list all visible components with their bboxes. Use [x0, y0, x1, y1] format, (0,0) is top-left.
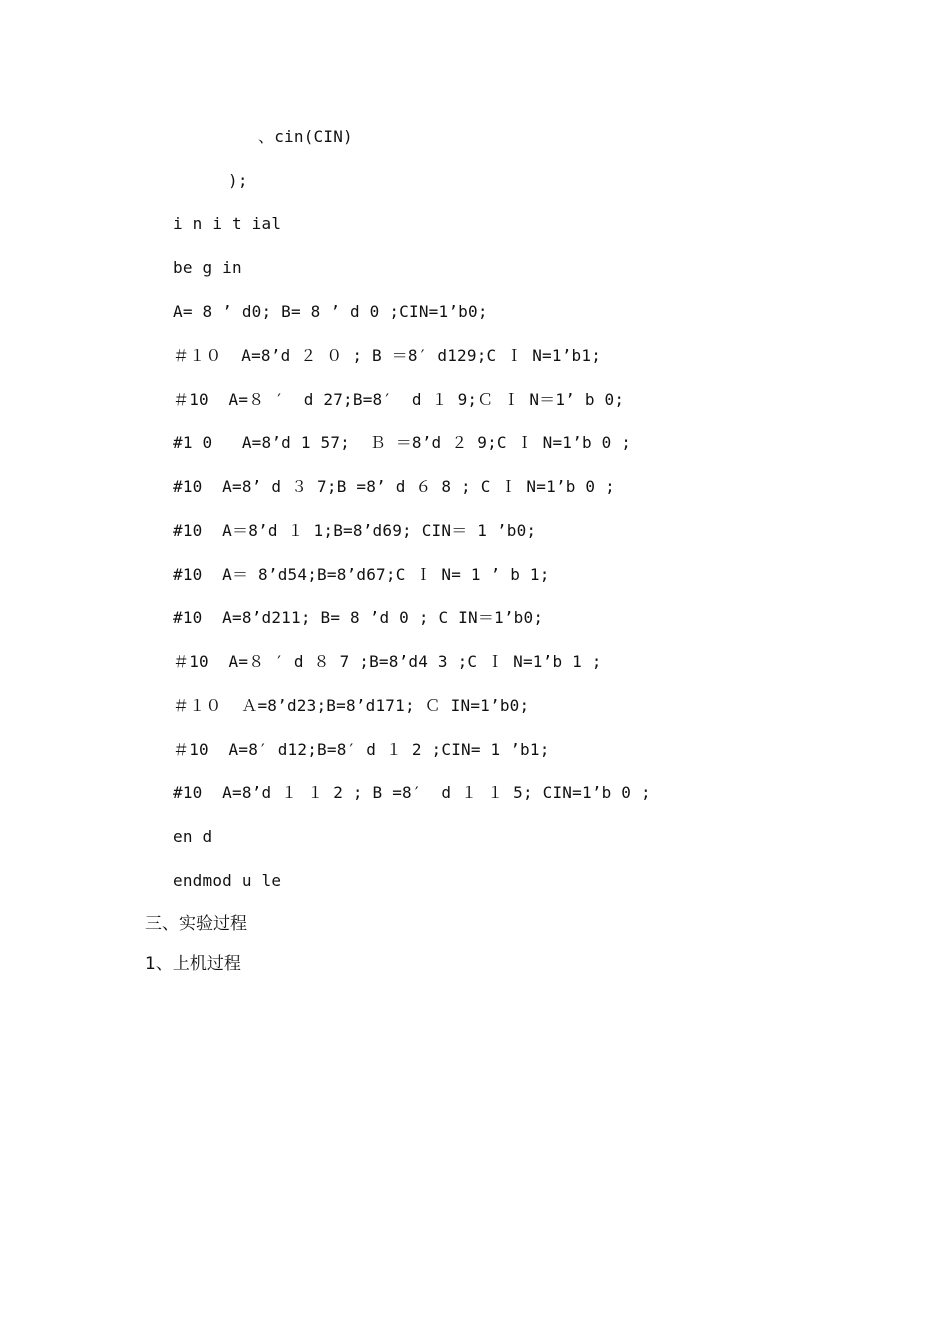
- code-line-6: ＃１０ A=8’d ２ ０ ; B ＝8′ d129;C Ｉ N=1’b1;: [173, 346, 602, 365]
- code-line-10: #10 A＝8’d １ 1;B=8’d69; CIN＝ 1 ’b0;: [173, 521, 537, 540]
- code-line-15: ＃10 A=8′ d12;B=8′ d １ 2 ;CIN= 1 ’b1;: [173, 740, 550, 759]
- section-heading: 三、实验过程: [145, 914, 247, 934]
- code-line-7: ＃10 A=８ ′ d 27;B=8′ d １ 9;Ｃ Ｉ N＝1’ b 0;: [173, 390, 625, 409]
- code-line-5: A= 8 ’ d0; B= 8 ’ d 0 ;CIN=1’b0;: [173, 302, 488, 321]
- code-line-8: #1 0 A=8’d 1 57; Ｂ ＝8’d ２ 9;C Ｉ N=1’b 0 ;: [173, 433, 632, 452]
- code-line-12: #10 A=8’d211; B= 8 ’d 0 ; C IN＝1’b0;: [173, 608, 544, 627]
- code-line-14: ＃１０ Ａ=8’d23;B=8’d171; Ｃ IN=1’b0;: [173, 696, 530, 715]
- code-line-9: #10 A=8’ d ３ 7;B =8’ d ６ 8 ; C Ｉ N=1’b 0 ;: [173, 477, 615, 496]
- code-line-2: );: [228, 171, 248, 190]
- code-line-1: 、cin(CIN): [258, 127, 353, 146]
- code-line-18: endmod u le: [173, 871, 282, 890]
- code-line-3: i n i t ial: [173, 214, 282, 233]
- code-line-13: ＃10 A=８ ′ d ８ 7 ;B=8’d4 3 ;C Ｉ N=1’b 1 ;: [173, 652, 602, 671]
- subsection-heading: 1、上机过程: [145, 954, 241, 974]
- code-line-11: #10 A＝ 8’d54;B=8’d67;C Ｉ N= 1 ’ b 1;: [173, 565, 550, 584]
- code-line-17: en d: [173, 827, 213, 846]
- code-line-16: #10 A=8’d １ １ 2 ; B =8′ d １ １ 5; CIN=1’b 0 ;: [173, 783, 651, 802]
- code-line-4: be g in: [173, 258, 242, 277]
